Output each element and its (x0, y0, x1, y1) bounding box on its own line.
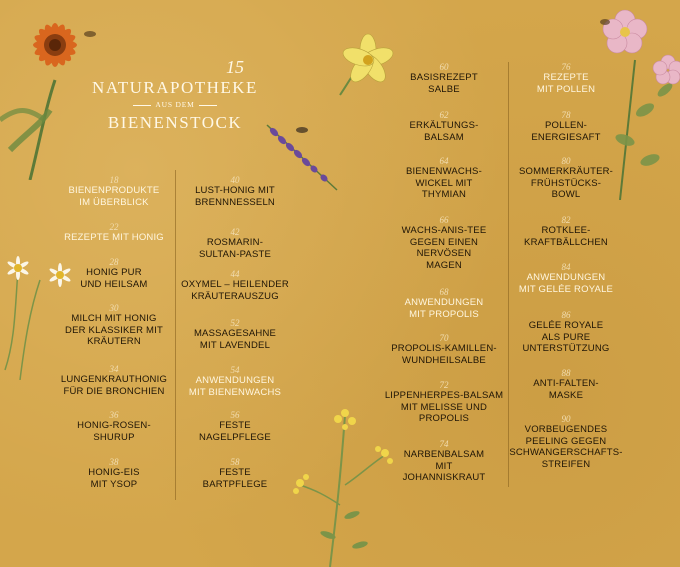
toc-entry-title: HONIG PUR UND HEILSAM (80, 267, 148, 290)
toc-entry-title: FESTE BARTPFLEGE (202, 467, 268, 490)
toc-page-number: 78 (561, 110, 571, 120)
toc-entry[interactable] (374, 333, 514, 366)
toc-entry[interactable] (496, 310, 636, 355)
toc-page-number: 90 (561, 414, 571, 424)
toc-entry[interactable] (496, 110, 636, 143)
toc-entry-title: VORBEUGENDES PEELING GEGEN SCHWANGERSCHAFTS- STREIFEN (509, 424, 623, 470)
toc-page-number: 68 (439, 287, 449, 297)
toc-page-number: 30 (109, 303, 119, 313)
toc-page-number: 64 (439, 156, 449, 166)
toc-entry[interactable] (496, 156, 636, 201)
toc-entry[interactable] (44, 457, 184, 490)
toc-entry-title: ANWENDUNGEN MIT BIENENWACHS (188, 375, 282, 398)
toc-entry-title: NARBENBALSAM MIT JOHANNISKRAUT (402, 449, 486, 483)
toc-entry-title: ANWENDUNGEN MIT PROPOLIS (404, 297, 484, 320)
toc-page-number: 76 (561, 62, 571, 72)
toc-page-number: 56 (230, 410, 240, 420)
toc-entry-title: MILCH MIT HONIG DER KLASSIKER MIT KRÄUTERN (65, 313, 163, 347)
toc-entry[interactable] (496, 215, 636, 248)
toc-entry-title: LIPPENHERPES-BALSAM MIT MELISSE UND PROPOLIS (384, 390, 504, 424)
toc-entry-title: PROPOLIS-KAMILLEN- WUNDHEILSALBE (391, 343, 497, 366)
toc-page-number: 60 (439, 62, 449, 72)
toc-entry-title: REZEPTE MIT POLLEN (536, 72, 596, 95)
toc-entry[interactable] (374, 110, 514, 143)
toc-entry[interactable] (165, 410, 305, 443)
toc-entry[interactable] (44, 175, 184, 208)
toc-page-number: 28 (109, 257, 119, 267)
chapter-title-line1: NATURAPOTHEKE (92, 78, 258, 97)
toc-entry[interactable] (165, 457, 305, 490)
toc-entry[interactable] (44, 303, 184, 348)
chapter-title-line2: BIENENSTOCK (107, 113, 243, 132)
toc-entry-title: ANTI-FALTEN- MASKE (533, 378, 599, 401)
toc-page-number: 86 (561, 310, 571, 320)
toc-entry[interactable] (374, 215, 514, 271)
toc-page-number: 88 (561, 368, 571, 378)
toc-page-number: 80 (561, 156, 571, 166)
toc-entry[interactable] (165, 365, 305, 398)
toc-entry[interactable] (374, 62, 514, 95)
toc-entry-title: GELÉE ROYALE ALS PURE UNTERSTÜTZUNG (522, 320, 610, 354)
toc-page-number: 54 (230, 365, 240, 375)
toc-page-number: 36 (109, 410, 119, 420)
toc-entry[interactable] (44, 410, 184, 443)
toc-entry-title: ERKÄLTUNGS- BALSAM (409, 120, 479, 143)
chapter-title-sub: AUS DEM (90, 100, 260, 109)
toc-entry-title: LUNGENKRAUTHONIG FÜR DIE BRONCHIEN (60, 374, 168, 397)
toc-entry-title: WACHS-ANIS-TEE GEGEN EINEN NERVÖSEN MAGEN (401, 225, 487, 271)
toc-entry[interactable] (374, 156, 514, 201)
toc-page-number: 72 (439, 380, 449, 390)
toc-page-number: 44 (230, 269, 240, 279)
toc-entry-title: POLLEN- ENERGIESAFT (531, 120, 601, 143)
toc-entry[interactable] (165, 227, 305, 260)
toc-page-number: 52 (230, 318, 240, 328)
toc-entry-title: HONIG-EIS MIT YSOP (88, 467, 140, 490)
toc-entry-title: BIENENWACHS- WICKEL MIT THYMIAN (406, 166, 482, 200)
toc-page-number: 22 (109, 222, 119, 232)
toc-page-number: 66 (439, 215, 449, 225)
toc-entry-title: BIENENPRODUKTE IM ÜBERBLICK (68, 185, 160, 208)
toc-entry[interactable] (44, 257, 184, 290)
toc-entry-title: ROSMARIN- SULTAN-PASTE (198, 237, 272, 260)
toc-page-number: 42 (230, 227, 240, 237)
toc-entry-title: HONIG-ROSEN- SHURUP (77, 420, 151, 443)
toc-entry-title: ROTKLEE- KRAFTBÄLLCHEN (524, 225, 608, 248)
toc-page-number: 18 (109, 175, 119, 185)
chapter-number: 15 (226, 57, 244, 77)
toc-entry-title: SOMMERKRÄUTER- FRÜHSTÜCKS- BOWL (518, 166, 614, 200)
toc-page-number: 62 (439, 110, 449, 120)
toc-entry[interactable] (496, 62, 636, 95)
toc-entry-title: BASISREZEPT SALBE (410, 72, 478, 95)
toc-page-number: 40 (230, 175, 240, 185)
toc-entry[interactable] (44, 364, 184, 397)
toc-page-number: 84 (561, 262, 571, 272)
toc-entry-title: REZEPTE MIT HONIG (64, 232, 164, 243)
toc-entry-title: ANWENDUNGEN MIT GELÉE ROYALE (518, 272, 614, 295)
toc-entry-title: OXYMEL – HEILENDER KRÄUTERAUSZUG (181, 279, 289, 302)
toc-page-number: 70 (439, 333, 449, 343)
toc-page-number: 58 (230, 457, 240, 467)
toc-entry-title: FESTE NAGELPFLEGE (199, 420, 271, 443)
toc-page-number: 82 (561, 215, 571, 225)
toc-page-number: 74 (439, 439, 449, 449)
toc-entry[interactable] (496, 414, 636, 470)
toc-entry[interactable] (165, 269, 305, 302)
toc-entry[interactable] (374, 380, 514, 425)
toc-entry[interactable] (44, 222, 184, 244)
toc-entry[interactable] (374, 439, 514, 484)
toc-entry[interactable] (165, 318, 305, 351)
toc-entry[interactable] (165, 175, 305, 208)
toc-entry[interactable] (496, 262, 636, 295)
toc-entry-title: LUST-HONIG MIT BRENNNESSELN (194, 185, 275, 208)
toc-entry-title: MASSAGESAHNE MIT LAVENDEL (193, 328, 277, 351)
toc-entry[interactable] (374, 287, 514, 320)
chapter-title-block (90, 57, 260, 133)
toc-page-number: 38 (109, 457, 119, 467)
toc-page-number: 34 (109, 364, 119, 374)
toc-entry[interactable] (496, 368, 636, 401)
